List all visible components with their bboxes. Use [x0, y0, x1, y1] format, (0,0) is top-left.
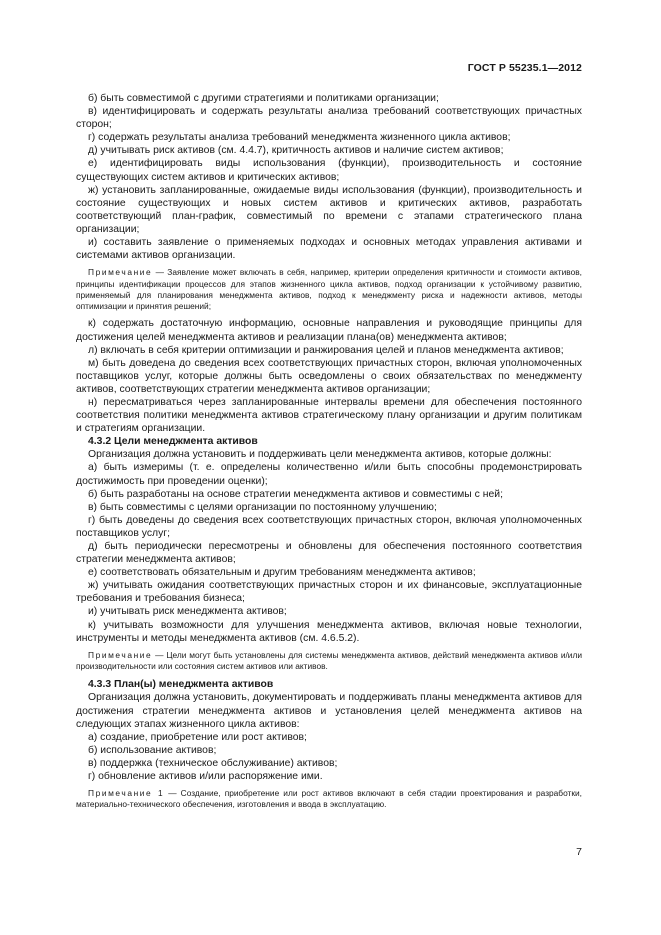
list-item: б) использование активов; — [88, 744, 217, 756]
list-item: д) учитывать риск активов (см. 4.4.7), критичность активов и наличие систем активов; — [88, 145, 504, 157]
list-item: е) соответствовать обязательным и другим требованиям менеджмента активов; — [88, 567, 476, 579]
list-item: н) пересматриваться через запланированные интервалы времени для обеспечения постоянного соответствия политики менеджмента активов стратегическому плану организации и другим политикам и стратегиям организации. — [76, 396, 582, 435]
list-item: д) быть периодически пересмотрены и обновлены для обеспечения постоянного соответствия стратегии менеджмента активов; — [76, 541, 582, 566]
list-item: г) быть доведены до сведения всех соответствующих причастных сторон, включая уполномоченных поставщиков услуг; — [76, 514, 582, 539]
list-item: е) идентифицировать виды использования (функции), производительность и состояние существующих систем активов и критических активов; — [76, 158, 582, 183]
note-label: Примечание — [88, 649, 153, 660]
list-item: к) содержать достаточную информацию, основные направления и руководящие принципы для достижения целей менеджмента активов и реализации плана(ов) менеджмента активов; — [76, 318, 582, 343]
note-label: Примечание — [88, 267, 153, 278]
list-item: в) идентифицировать и содержать результаты анализа требований соответствующих причастных сторон; — [76, 106, 582, 131]
list-item: ж) установить запланированные, ожидаемые виды использования (функции), производительность и состояние существующих и новых систем активов и критических активов, разработать соответствующий план-график, совместимый по времени с этапами стратегического плана организации; — [76, 184, 582, 235]
section-heading-432: 4.3.2 Цели менеджмента активов — [88, 436, 258, 448]
note-text: — Создание, приобретение или рост активов включают в себя стадии проектирования и разработки, материально-технического обеспечения, изготовления и ввода в эксплуатацию. — [76, 788, 582, 810]
list-item: и) составить заявление о применяемых подходах и основных методах управления активами и системами активов организации. — [76, 237, 582, 262]
page-number: 7 — [576, 846, 582, 858]
note-text: — Заявление может включать в себя, например, критерии определения критичности и стоимости активов, принципы идентификации процессов для этапов жизненного цикла активов, подход организации к устойчивому развитию, применяемый для планирования менеджмента активов, подход к менеджменту риска и надежности активов, методы оптимизации и принятия решений; — [76, 267, 582, 312]
section-intro: Организация должна установить и поддерживать цели менеджмента активов, которые должны: — [88, 449, 552, 461]
list-item: г) содержать результаты анализа требований менеджмента жизненного цикла активов; — [88, 132, 511, 144]
note-label: Примечание 1 — [88, 788, 165, 799]
note-text: — Цели могут быть установлены для системы менеджмента активов, действий менеджмента активов и/или производительности или состояния систем активов или активов. — [76, 649, 582, 672]
list-item: б) быть разработаны на основе стратегии менеджмента активов и совместимы с ней; — [88, 488, 503, 500]
section-heading-433: 4.3.3 План(ы) менеджмента активов — [88, 679, 274, 691]
document-header: ГОСТ Р 55235.1—2012 — [467, 62, 582, 74]
list-item: ж) учитывать ожидания соответствующих причастных сторон и их финансовые, эксплуатационные требования и требования бизнеса; — [76, 580, 582, 605]
list-item: и) учитывать риск менеджмента активов; — [88, 606, 287, 618]
section-intro: Организация должна установить, документировать и поддерживать планы менеджмента активов для достижения стратегии менеджмента активов и установления целей менеджмента активов на следующих этапах жизненного цикла активов: — [76, 692, 582, 730]
list-item: а) быть измеримы (т. е. определены количественно и/или быть способны продемонстрировать достижимость при проведении оценки); — [76, 462, 582, 487]
note-plans — [76, 788, 582, 811]
note-strategy — [76, 267, 582, 312]
list-item: к) учитывать возможности для улучшения менеджмента активов, включая новые технологии, инструменты и методы менеджмента активов (см. 4.6.5.2). — [76, 619, 582, 644]
page-content — [76, 92, 582, 816]
list-item: г) обновление активов и/или распоряжение ими. — [88, 771, 323, 782]
list-item: в) быть совместимы с целями организации по постоянному улучшению; — [88, 501, 437, 513]
list-item: м) быть доведена до сведения всех соответствующих причастных сторон, включая уполномоченных поставщиков услуг, которые должны быть осведомлены о своих обязательствах по менеджменту активов, соответствующих стратегии менеджмента активов организации; — [76, 357, 582, 395]
list-item: а) создание, приобретение или рост активов; — [88, 731, 307, 743]
list-item: б) быть совместимой с другими стратегиями и политиками организации; — [88, 93, 439, 104]
list-item: в) поддержка (техническое обслуживание) активов; — [88, 757, 338, 769]
list-item: л) включать в себя критерии оптимизации и ранжирования целей и планов менеджмента активов; — [88, 344, 564, 356]
note-objectives — [76, 650, 582, 673]
